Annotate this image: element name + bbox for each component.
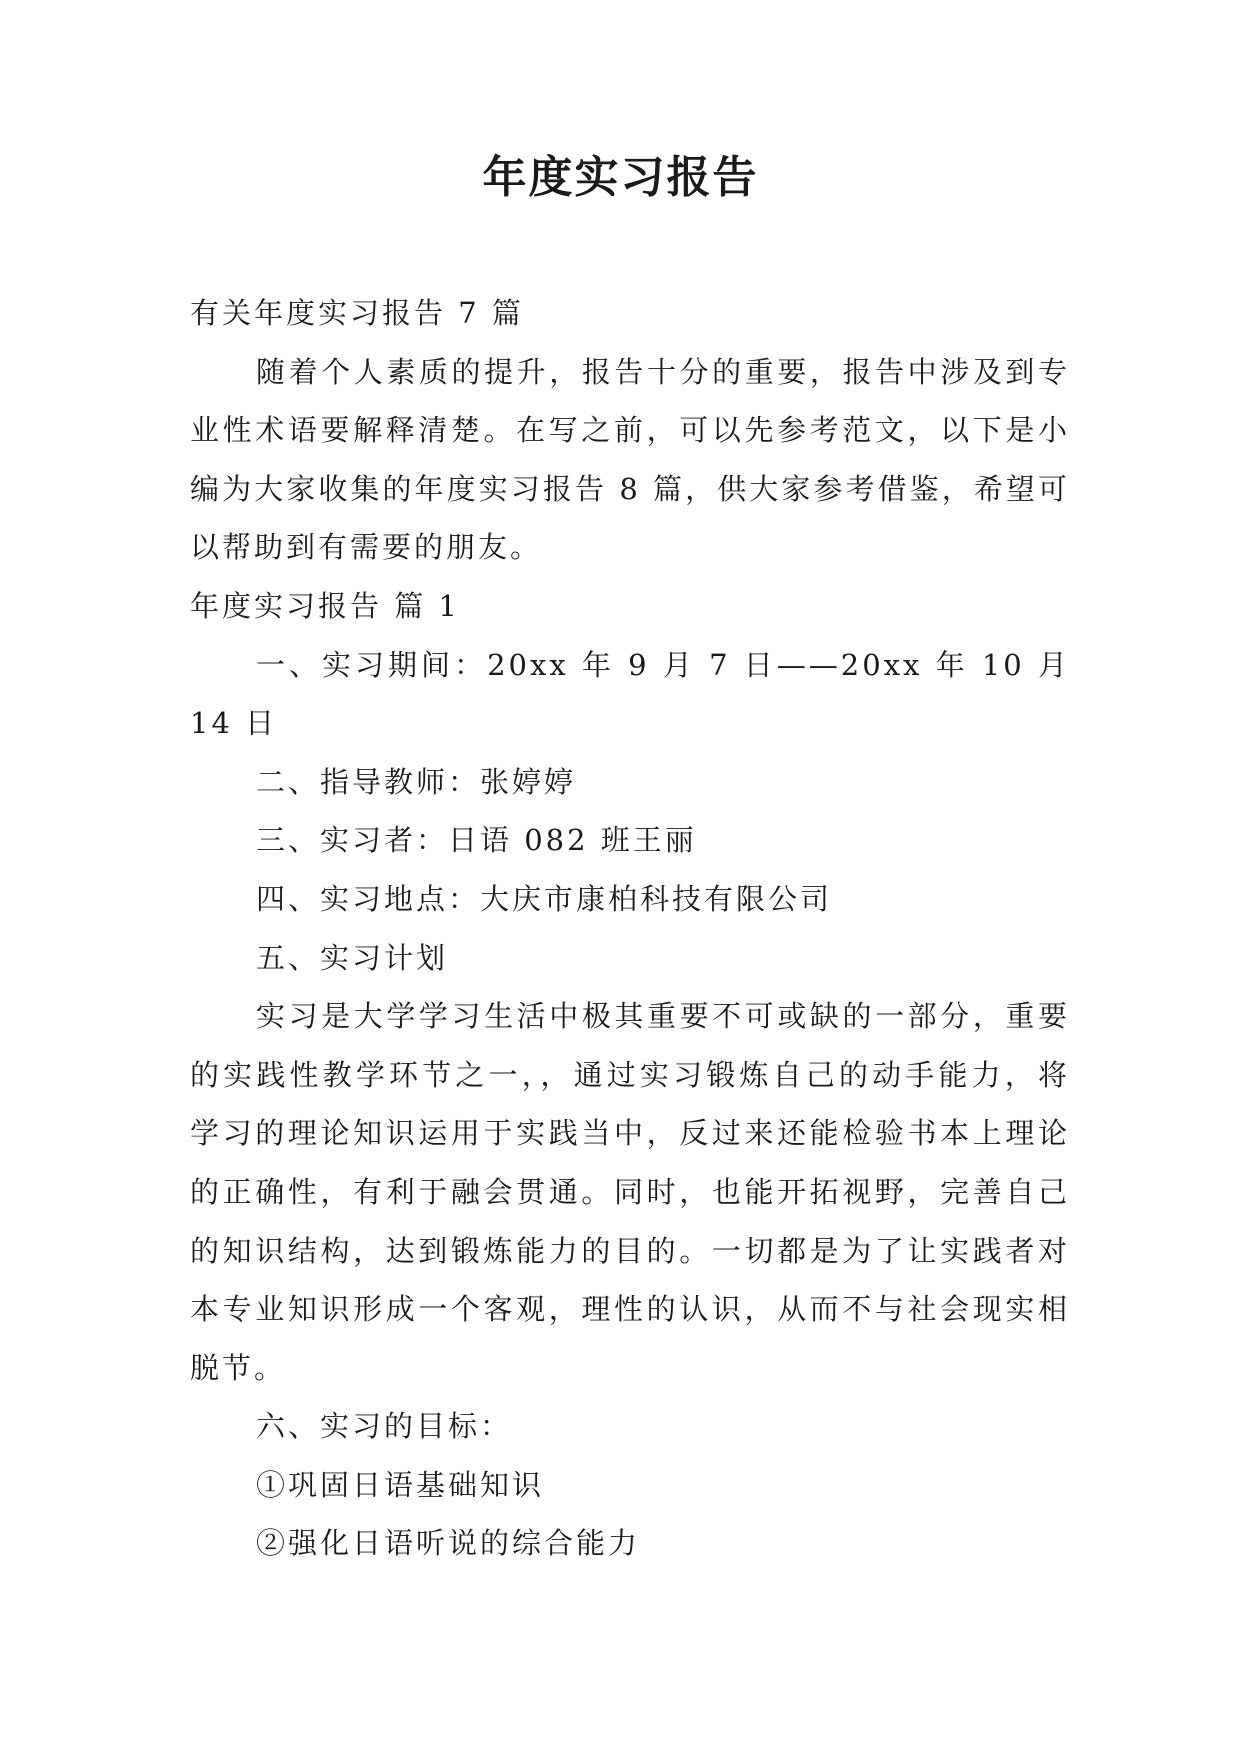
paragraph-plan-heading: 五、实习计划 (256, 940, 449, 975)
paragraph-goal-2: ②强化日语听说的综合能力 (256, 1526, 641, 1561)
paragraph-location: 四、实习地点：大庆市康柏科技有限公司 (256, 881, 833, 916)
document-title: 年度实习报告 (482, 152, 759, 203)
paragraph-advisor: 二、指导教师：张婷婷 (256, 764, 577, 799)
paragraph-intro: 随着个人素质的提升，报告十分的重要，报告中涉及到专业性术语要解释清楚。在写之前，可以先参考范文，以下是小编为大家收集的年度实习报告 8 篇，供大家参考借鉴，希望可以帮助到有需要的朋友。 (190, 354, 1070, 565)
paragraph-intern: 三、实习者：日语 082 班王丽 (256, 823, 697, 858)
paragraph-section-heading: 年度实习报告 篇 1 (190, 588, 460, 623)
paragraph-plan: 实习是大学学习生活中极其重要不可或缺的一部分，重要的实践性教学环节之一，，通过实习锻炼自己的动手能力，将学习的理论知识运用于实践当中，反过来还能检验书本上理论的正确性，有利于融会贯通。同时，也能开拓视野，完善自己的知识结构，达到锻炼能力的目的。一切都是为了让实践者对本专业知识形成一个客观，理性的认识，从而不与社会现实相脱节。 (190, 999, 1070, 1385)
paragraph-goals-heading: 六、实习的目标： (256, 1409, 513, 1444)
paragraph-period: 一、实习期间：20xx 年 9 月 7 日——20xx 年 10 月 14 日 (190, 647, 1070, 741)
paragraph-intro-heading: 有关年度实习报告 7 篇 (190, 296, 524, 330)
document-body (190, 284, 1070, 1573)
paragraph-goal-1: ①巩固日语基础知识 (256, 1467, 545, 1502)
